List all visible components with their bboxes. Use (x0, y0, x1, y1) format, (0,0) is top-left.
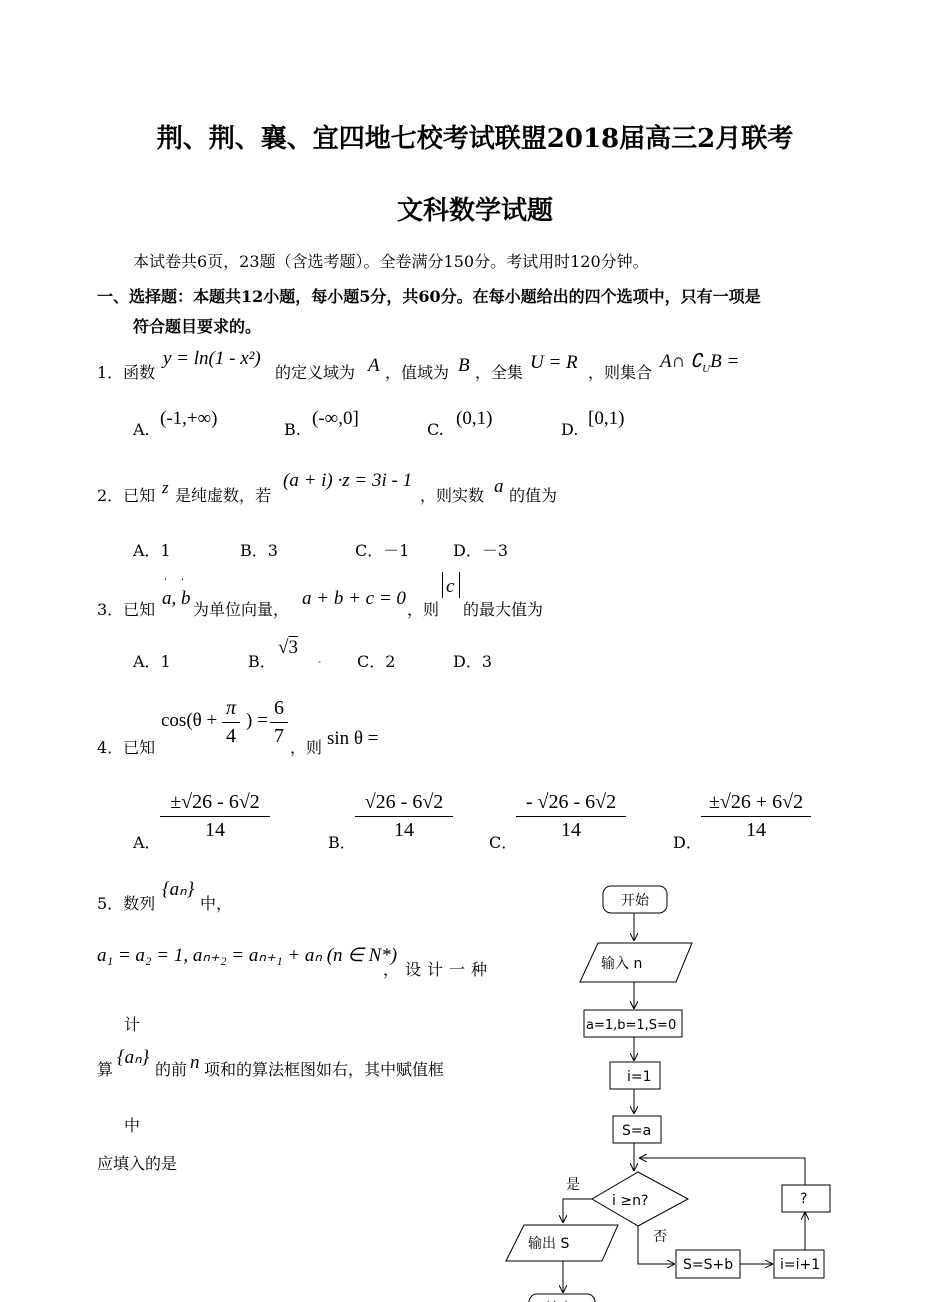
q5-text-zhong2: 中 (124, 1116, 141, 1135)
q5-text-fill: 应填入的是 (97, 1154, 178, 1173)
q5-variable-n: n (190, 1052, 200, 1073)
q1-expression: A∩ $∁_UB$ = (660, 351, 740, 375)
q4-pi-over-4: $\frac{\pi}{4}$ (222, 697, 240, 748)
flow-yes-label: 是 (566, 1177, 580, 1193)
q3-vector-arrow-a: ˈ (164, 578, 167, 589)
exam-intro: 本试卷共6页，23题（含选考题）。全卷满分150分。考试用时120分钟。 (133, 252, 649, 271)
q4-option-c-label: C． (489, 833, 518, 852)
exam-subtitle: 文科数学试题 (396, 196, 553, 226)
q4-text-then: ，则 (290, 738, 323, 757)
section-heading: 一、选择题：本题共12小题，每小题5分，共60分。在每小题给出的四个选项中，只有一项是 (97, 287, 761, 306)
q1-option-a-value: (-1,+∞) (160, 408, 218, 429)
q5-recurrence: a₁ = a₂ = 1, aₙ₊₂ = aₙ₊₁ + aₙ (n ∈ N*) (97, 945, 398, 966)
q5-text-front: 的前 (155, 1060, 188, 1079)
q3-text-max: 的最大值为 (463, 600, 544, 619)
q3-dot: . (317, 648, 323, 667)
q3-text-then: ，则 (407, 600, 440, 619)
q5-sequence: {aₙ} (162, 879, 195, 900)
q3-vectors: a, b (162, 588, 191, 609)
q4-option-d-label: D． (673, 833, 702, 852)
flow-i1-label: i=1 (627, 1069, 652, 1085)
q5-sequence-2: {aₙ} (117, 1047, 150, 1068)
q3-vector-sum: a + b + c = 0 (302, 588, 406, 609)
flow-condition-label: i ≥n? (612, 1193, 649, 1209)
exam-title: 荆、荆、襄、宜四地七校考试联盟2018届高三2月联考 (156, 124, 794, 154)
flow-init-label: a=1,b=1,S=0 (586, 1018, 677, 1033)
q2-text-pure: 是纯虚数，若 (175, 486, 272, 505)
q3-vector-arrow-b: ˈ (181, 578, 184, 589)
flow-ssb-label: S=S+b (683, 1257, 734, 1273)
q1-option-c-label: C. (427, 420, 444, 439)
q3-option-c: C．2 (357, 652, 396, 671)
q4-equals: ) = (246, 710, 268, 731)
q1-universal-set: U = R (530, 352, 578, 373)
q1-option-a-label: A. (133, 420, 150, 439)
q4-sin-theta: sin θ = (327, 728, 379, 749)
q3-abs-c: c (446, 576, 455, 597)
q3-text-unit: 为单位向量， (193, 600, 290, 619)
flow-output-label: 输出 S (528, 1236, 570, 1252)
q1-option-c-value: (0,1) (456, 408, 493, 429)
q5-text-zhong: 中， (200, 894, 233, 913)
q1-option-b-value: (-∞,0] (312, 408, 359, 429)
flow-inc-label: i=i+1 (780, 1257, 821, 1273)
q5-text-design: ，设计一种 (383, 960, 494, 979)
q2-option-b: B．3 (240, 541, 278, 560)
flow-sa-label: S=a (622, 1123, 652, 1139)
q4-six-sevenths: $\frac{6}{7}$ (270, 697, 288, 748)
q2-equation: (a + i) ·z = 3i - 1 (283, 470, 413, 491)
q1-set-a: A (368, 355, 380, 376)
flow-unknown-label: ? (800, 1191, 808, 1207)
q5-text-sum: 项和的算法框图如右，其中赋值框 (204, 1060, 445, 1079)
q1-option-b-label: B. (284, 420, 301, 439)
q1-text-domain: 的定义域为 (275, 363, 356, 382)
q3-option-b: B． (248, 652, 276, 671)
q1-function-formula: y = ln(1 - x²) (163, 348, 261, 369)
q1-text-then: ，则集合 (588, 363, 653, 382)
q5-number: 5．数列 (97, 894, 156, 913)
q4-option-a-label: A． (133, 833, 161, 852)
q2-text-value: 的值为 (509, 486, 558, 505)
q5-text-suan: 算 (97, 1060, 114, 1079)
q3-sqrt3: √3 (278, 637, 298, 658)
flow-start-label: 开始 (621, 893, 649, 909)
q5-text-ji: 计 (124, 1015, 141, 1034)
q2-option-a: A．1 (133, 541, 171, 560)
q1-number: 1．函数 (97, 363, 156, 382)
q2-option-d: D．－3 (453, 541, 509, 560)
q4-option-c-fraction: $\frac{- √26 - 6√2}{14}$ (516, 791, 626, 842)
q1-option-d-value: [0,1) (588, 408, 625, 429)
q1-text-range: ，值域为 (385, 363, 450, 382)
q3-number: 3．已知 (97, 600, 156, 619)
q4-option-d-fraction: $\frac{\pm√26 + 6√2}{14}$ (701, 791, 811, 842)
q2-variable-z: z (162, 478, 169, 497)
flow-no-label: 否 (653, 1229, 667, 1245)
q2-number: 2．已知 (97, 486, 156, 505)
q4-option-b-fraction: $\frac{√26 - 6√2}{14}$ (355, 791, 453, 842)
q4-option-b-label: B． (328, 833, 356, 852)
q4-cos-left: cos(θ + (161, 710, 218, 731)
q2-option-c: C．－1 (355, 541, 410, 560)
section-heading-cont: 符合题目要求的。 (133, 317, 262, 336)
q3-option-a: A．1 (133, 652, 171, 671)
q3-option-d: D．3 (453, 652, 493, 671)
q1-set-b: B (458, 355, 470, 376)
q4-number: 4．已知 (97, 738, 156, 757)
q2-variable-a: a (494, 476, 504, 497)
q2-text-real: ，则实数 (420, 486, 485, 505)
q1-option-d-label: D. (561, 420, 579, 439)
q4-option-a-fraction: $\frac{\pm√26 - 6√2}{14}$ (160, 791, 270, 842)
q1-text-universal: ，全集 (475, 363, 524, 382)
flow-input-label: 输入 n (601, 956, 643, 972)
